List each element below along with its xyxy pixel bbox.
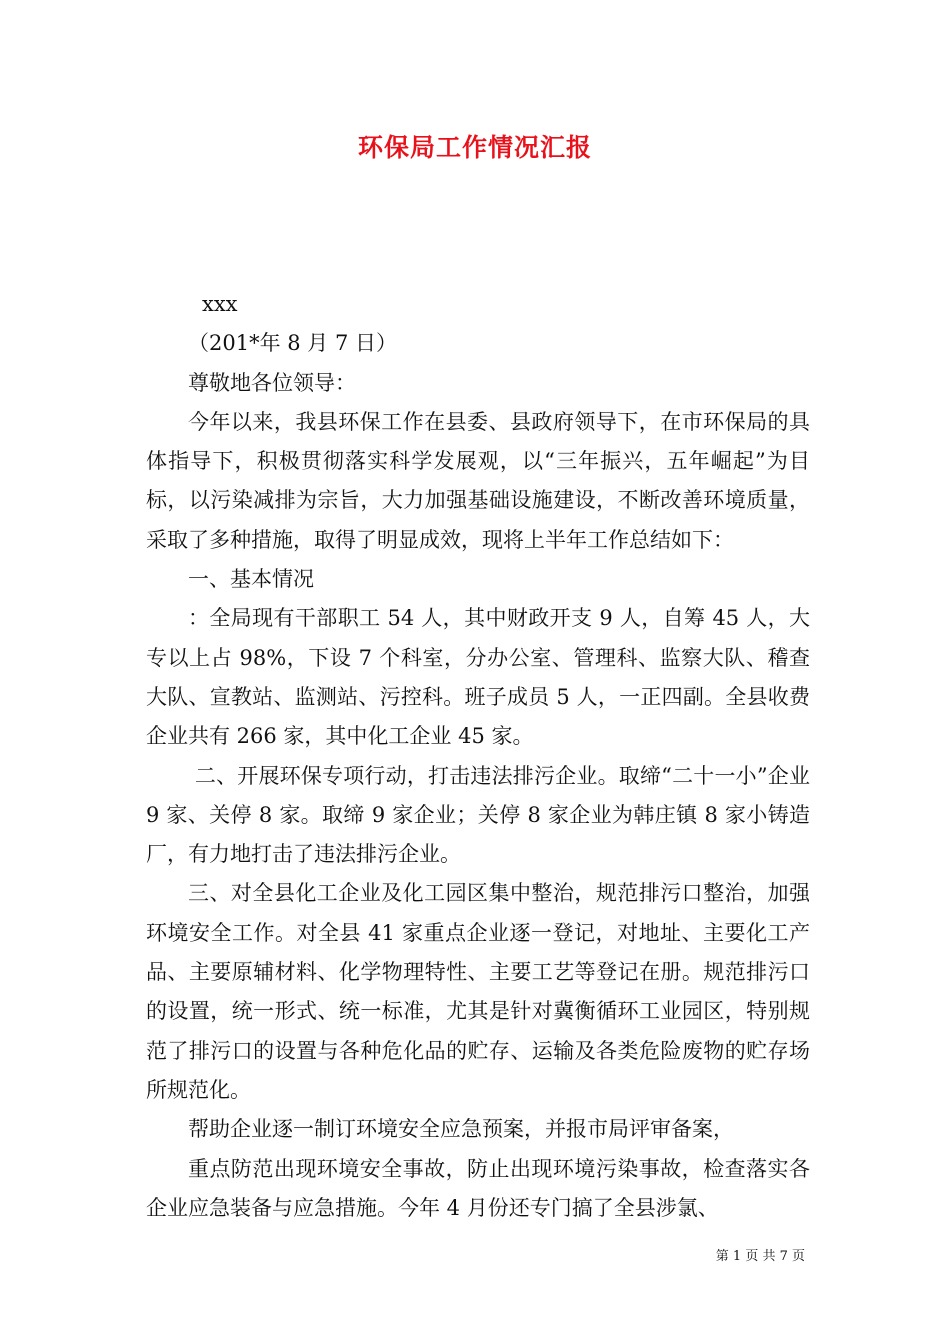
author-line: xxx: [202, 292, 238, 316]
paragraph-intro: 今年以来，我县环保工作在县委、县政府领导下，在市环保局的具体指导下，积极贯彻落实科学发展观，以“三年振兴，五年崛起”为目标，以污染减排为宗旨，大力加强基础设施建设，不断改善环境质量，采取了多种措施，取得了明显成效，现将上半年工作总结如下：: [146, 409, 810, 552]
paragraph-section-three: 三、对全县化工企业及化工园区集中整治，规范排污口整治，加强环境安全工作。对全县 41 家重点企业逐一登记，对地址、主要化工产品、主要原辅材料、化学物理特性、主要工艺等登记在册。规范排污口的设置，统一形式、统一标准，尤其是针对冀衡循环工业园区，特别规范了排污口的设置与各种危化品的贮存、运输及各类危险废物的贮存场所规范化。: [146, 881, 810, 1102]
salutation: 尊敬地各位领导：: [188, 370, 356, 395]
date-line: （201*年 8 月 7 日）: [188, 331, 398, 356]
paragraph-section-two: 二、开展环保专项行动，打击违法排污企业。取缔“二十一小”企业 9 家、关停 8 家。取缔 9 家企业；关停 8 家企业为韩庄镇 8 家小铸造厂，有力地打击了违法排污企业。: [146, 763, 817, 867]
paragraph-emergency-plan: 帮助企业逐一制订环境安全应急预案，并报市局评审备案，: [188, 1117, 734, 1142]
section-heading-basic: 一、基本情况: [188, 567, 314, 592]
document-title: 环保局工作情况汇报: [357, 133, 592, 162]
paragraph-prevention: 重点防范出现环境安全事故，防止出现环境污染事故，检查落实各企业应急装备与应急措施。今年 4 月份还专门搞了全县涉氯、: [146, 1156, 810, 1220]
paragraph-basic-info: ：全局现有干部职工 54 人，其中财政开支 9 人，自筹 45 人，大专以上占 98%，下设 7 个科室，分办公室、管理科、监察大队、稽查大队、宣教站、监测站、污控科。班子成员 5 人，一正四副。全县收费企业共有 266 家，其中化工企业 45 家。: [146, 606, 810, 749]
document-body: [146, 285, 817, 1228]
page-number-footer: 第 1 页 共 7 页: [715, 1249, 805, 1264]
